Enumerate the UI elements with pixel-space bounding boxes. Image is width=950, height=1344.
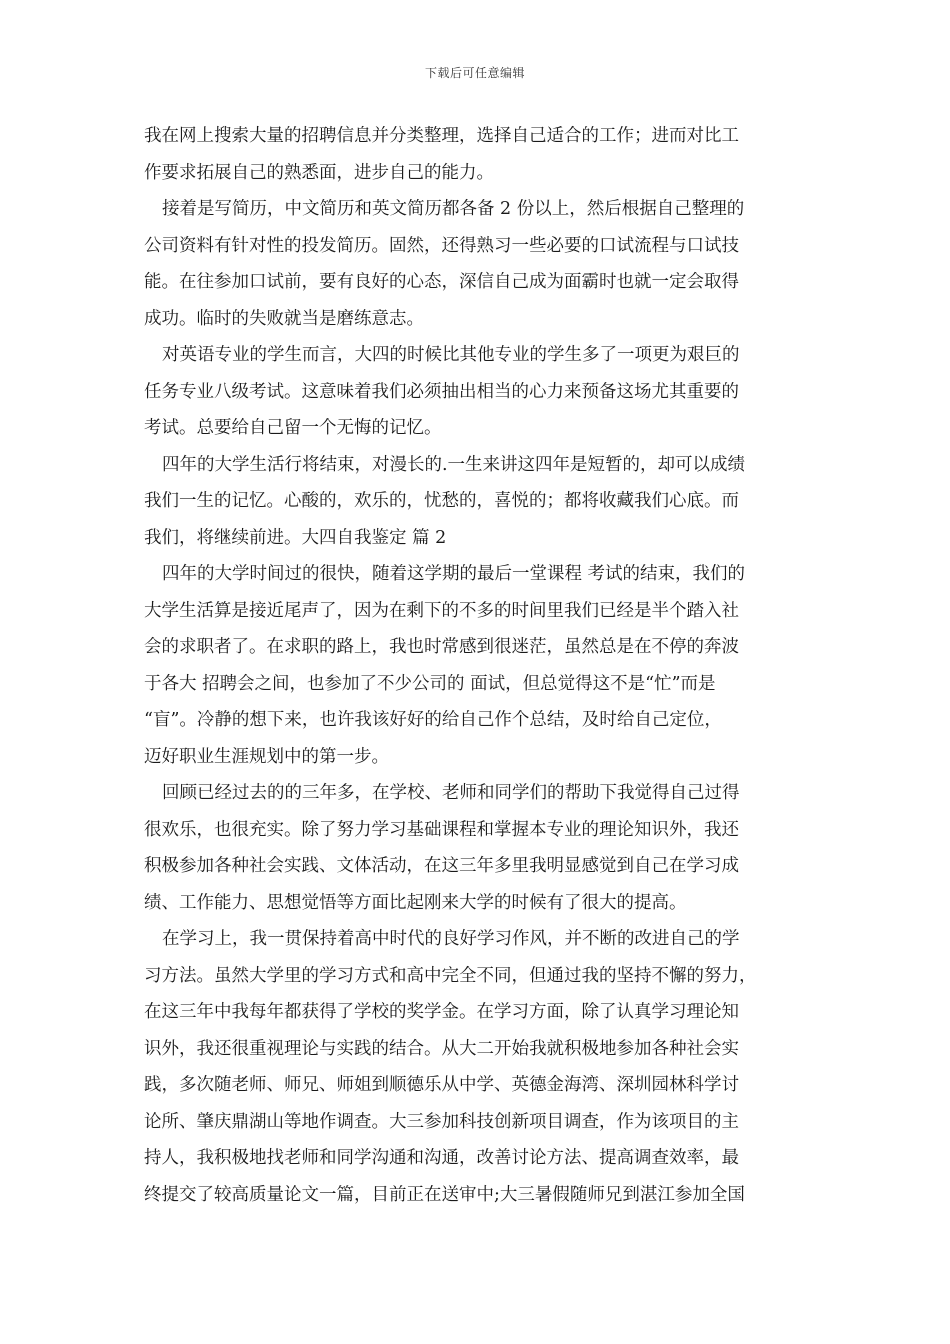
text-line: 论所、肇庆鼎湖山等地作调查。大三参加科技创新项目调查，作为该项目的主 [144,1111,739,1132]
text-line: 四年的大学生活行将结束，对漫长的.一生来讲这四年是短暂的，却可以成绩 [162,454,746,475]
text-line: 接着是写简历，中文简历和英文简历都各备 2 份以上，然后根据自己整理的 [162,199,745,219]
text-line: 回顾已经过去的的三年多，在学校、老师和同学们的帮助下我觉得自己过得 [162,783,740,803]
text-line: “盲”。冷静的想下来，也许我该好好的给自己作个总结，及时给自己定位， [144,710,722,730]
document-body [144,118,808,1213]
text-line: 考试。总要给自己留一个无悔的记忆。 [144,418,442,438]
text-line: 很欢乐，也很充实。除了努力学习基础课程和掌握本专业的理论知识外，我还 [144,819,739,840]
document-text [144,118,808,1213]
text-line: 四年的大学时间过的很快，随着这学期的最后一堂课程 考试的结束，我们的 [162,564,746,584]
text-line: 践，多次随老师、师兄、师姐到顺德乐从中学、英德金海湾、深圳园林科学讨 [144,1075,739,1095]
text-line: 我们，将继续前进。大四自我鉴定 篇 2 [144,527,447,548]
text-line: 我们一生的记忆。心酸的，欢乐的，忧愁的，喜悦的；都将收藏我们心底。而 [144,491,739,511]
page-header: 下载后可任意编辑 [424,66,525,80]
text-line: 成功。临时的失败就当是磨练意志。 [144,308,424,329]
text-line: 持人，我积极地找老师和同学沟通和沟通，改善讨论方法、提高调查效率，最 [144,1148,739,1168]
text-line: 任务专业八级考试。这意味着我们必须抽出相当的心力来预备这场尤其重要的 [144,381,739,402]
text-line: 能。在往参加口试前，要有良好的心态，深信自己成为面霸时也就一定会取得 [144,272,739,292]
text-line: 终提交了较高质量论文一篇，目前正在送审中;大三暑假随师兄到湛江参加全国 [144,1184,745,1205]
text-line: 我在网上搜索大量的招聘信息并分类整理，选择自己适合的工作；进而对比工 [144,126,739,146]
text-line: 作要求拓展自己的熟悉面，进步自己的能力。 [144,162,494,183]
text-line: 公司资料有针对性的投发简历。固然，还得熟习一些必要的口试流程与口试技 [144,235,739,256]
text-line: 在学习上，我一贯保持着高中时代的良好学习作风，并不断的改进自己的学 [162,929,740,949]
text-line: 绩、工作能力、思想觉悟等方面比起刚来大学的时候有了很大的提高。 [144,892,687,913]
text-line: 会的求职者了。在求职的路上，我也时常感到很迷茫，虽然总是在不停的奔波 [144,637,739,657]
text-line: 积极参加各种社会实践、文体活动，在这三年多里我明显感觉到自己在学习成 [144,856,739,876]
text-line: 习方法。虽然大学里的学习方式和高中完全不同，但通过我的坚持不懈的努力， [144,965,757,986]
text-line: 迈好职业生涯规划中的第一步。 [144,746,389,767]
text-line: 识外，我还很重视理论与实践的结合。从大二开始我就积极地参加各种社会实 [144,1038,739,1059]
text-line: 对英语专业的学生而言，大四的时候比其他专业的学生多了一项更为艰巨的 [162,345,740,365]
text-line: 在这三年中我每年都获得了学校的奖学金。在学习方面，除了认真学习理论知 [144,1002,739,1022]
text-line: 大学生活算是接近尾声了，因为在剩下的不多的时间里我们已经是半个踏入社 [144,600,739,621]
text-line: 于各大 招聘会之间，也参加了不少公司的 面试，但总觉得这不是“忙”而是 [144,673,716,694]
